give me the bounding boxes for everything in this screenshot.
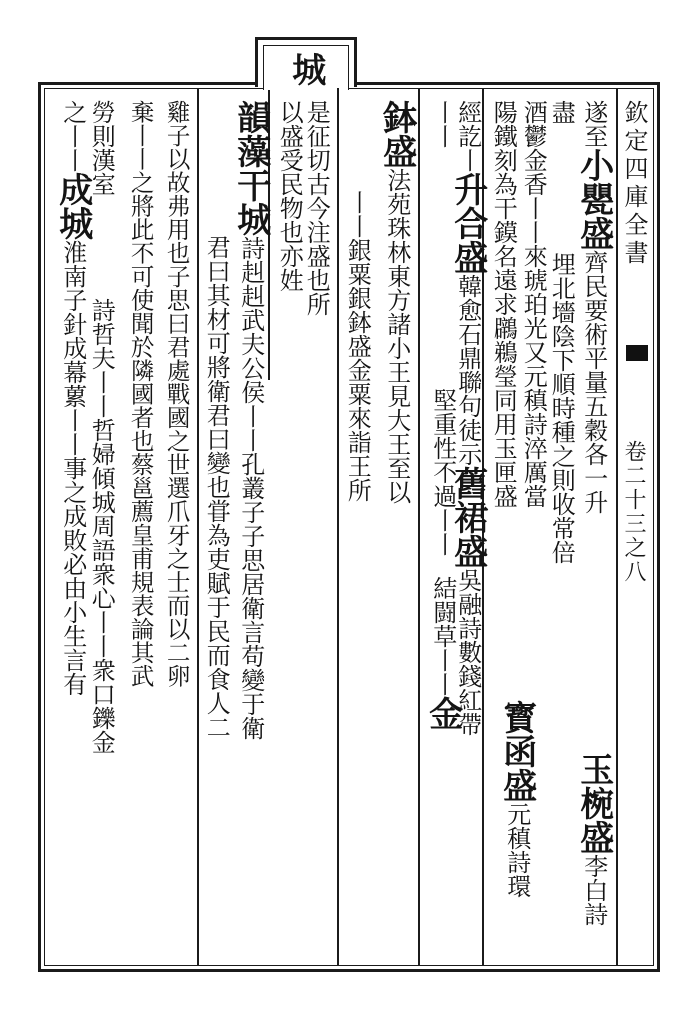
column-text: 陽鐵刻為干鏌名遠求鸊鵜瑩同用玉匣盛: [489, 100, 518, 508]
column-text: 埋北墻陰下順時種之則收常倍: [547, 252, 576, 564]
column-text: 結闘草丨丨: [428, 576, 457, 696]
text-column-14: [128, 100, 153, 688]
text-column-4b: [496, 700, 537, 898]
entry-heading: 成城: [52, 172, 93, 240]
text-column-16: [52, 100, 93, 696]
column-text: 詩哲夫丨丨哲婦傾城周語衆心丨丨衆口鑠金: [87, 298, 116, 754]
column-divider: [418, 88, 420, 966]
column-text: 勞則漢室: [87, 100, 116, 196]
entry-heading: 小甖盛: [573, 148, 614, 250]
text-column-11: [230, 100, 271, 740]
column-text: 元稹詩環: [502, 802, 531, 898]
entry-heading: 鉢盛: [376, 100, 417, 168]
text-column-12: [202, 235, 231, 739]
text-column-3b: [573, 752, 614, 926]
column-text: 詩赳赳武夫公侯丨丨孔叢子子思居衛言苟變于衛: [236, 236, 265, 740]
text-column-6: [422, 100, 463, 730]
column-text: 盡: [547, 100, 576, 124]
column-text: 吳融詩數錢紅帶: [453, 568, 482, 736]
entry-heading: 韻藻干城: [230, 100, 271, 236]
heading-tab-character: 城: [285, 52, 326, 86]
text-column-1: [573, 100, 614, 514]
book-title: 欽定四庫全書: [620, 100, 648, 268]
column-text: 棄丨丨之將此不可使聞於隣國者也蔡邕薦皇甫規表論其武: [126, 100, 155, 688]
column-text: 以盛受民物也亦姓: [275, 100, 304, 292]
column-text: 丨丨: [343, 190, 372, 238]
text-column-3: [519, 100, 548, 508]
column-text: 是征切古今注盛也所: [302, 100, 331, 316]
text-column-2: [547, 100, 576, 564]
text-column-13: [164, 100, 189, 688]
column-divider: [197, 88, 199, 966]
column-text: 君曰其材可將衛君曰變也甞為吏賦于民而食人二: [202, 235, 231, 739]
column-text: 丨丨來琥珀光又元稹詩淬厲當: [519, 196, 548, 508]
entry-heading: 升合盛: [447, 172, 488, 274]
column-text: 堅重性不過丨丨: [428, 388, 457, 556]
fishtail-mark: [626, 345, 648, 361]
column-text: 淮南子針成幕蔂丨丨事之成敗必由小生言有: [58, 240, 87, 696]
column-text: 李白詩: [579, 854, 608, 926]
column-text: 之丨丨: [58, 100, 87, 172]
entry-heading: 玉椀盛: [573, 752, 614, 854]
column-text: 酒鬱金香: [519, 100, 548, 196]
column-text: 韓愈石鼎聯句徒示: [453, 274, 482, 466]
volume-label: 卷二十三之八: [621, 440, 646, 584]
text-column-10: [275, 100, 304, 292]
entry-heading: 金: [422, 696, 463, 730]
text-column-9: [302, 100, 331, 316]
text-column-7: [376, 100, 417, 504]
entry-heading: 寳函盛: [496, 700, 537, 802]
column-text: 銀粟銀鉢盛金粟來詣王所: [343, 238, 372, 502]
column-text: 齊民要術平量五穀各一升: [579, 250, 608, 514]
column-text: 雞子以故弗用也子思曰君處戰國之世選爪牙之士而以二卵: [162, 100, 191, 688]
column-text: 法苑珠林東方諸小王見大王至以: [382, 168, 411, 504]
text-column-4: [489, 100, 518, 508]
column-text: 經訖丨: [453, 100, 482, 172]
column-divider: [337, 88, 339, 966]
entry-heading: 舊裙盛: [447, 466, 488, 568]
text-column-8: [343, 190, 372, 502]
column-text: 遂至: [579, 100, 608, 148]
column-text: 丨丨: [428, 100, 457, 148]
